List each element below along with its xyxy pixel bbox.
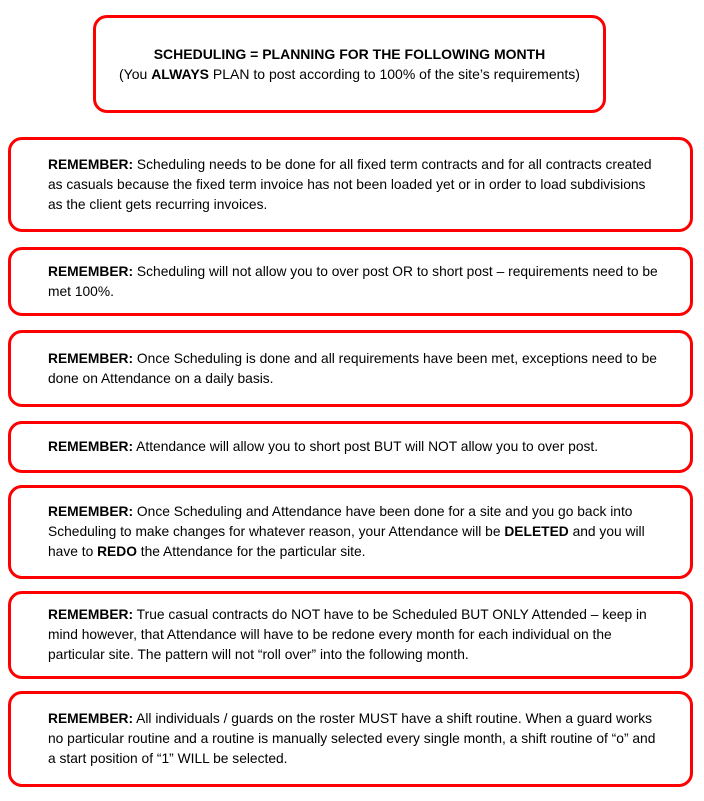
note-body: the Attendance for the particular site.	[136, 544, 366, 559]
note-body: and you will have to	[48, 524, 645, 559]
note-body: Once Scheduling is done and all requirements have been met, exceptions need to be done on Attendance on a daily basis.	[48, 350, 657, 386]
remember-note-3	[8, 330, 693, 407]
note-lead: REMEMBER:	[48, 711, 134, 726]
page-title: SCHEDULING = PLANNING FOR THE FOLLOWING MONTH	[153, 46, 546, 62]
remember-note-7	[8, 691, 693, 787]
note-text	[48, 709, 660, 769]
note-body: Scheduling will not allow you to over post OR to short post – requirements need to be met 100%.	[48, 263, 658, 299]
remember-note-4	[8, 421, 693, 473]
note-lead: REMEMBER:	[48, 350, 134, 366]
note-lead: REMEMBER:	[48, 439, 134, 454]
remember-note-6	[8, 591, 693, 679]
note-emphasis-deleted: DELETED	[504, 524, 569, 539]
note-body: Scheduling needs to be done for all fixed term contracts and for all contracts created as casuals because the fixed term invoice has not been loaded yet or in order to load subdivisions as the client gets recurring invoices.	[48, 156, 652, 212]
title-box	[93, 15, 606, 113]
note-emphasis-redo: REDO	[97, 544, 137, 559]
page-subtitle	[96, 64, 603, 84]
note-lead: REMEMBER:	[48, 156, 134, 172]
subtitle-emphasis: ALWAYS	[151, 66, 210, 82]
note-lead: REMEMBER:	[48, 504, 134, 519]
note-body: True casual contracts do NOT have to be Scheduled BUT ONLY Attended – keep in mind however, that Attendance will have to be redone every month for each individual on the particular site. The pattern will not “roll over” into the following month.	[48, 607, 647, 662]
note-lead: REMEMBER:	[48, 263, 134, 279]
note-text	[48, 437, 598, 457]
note-text	[48, 349, 660, 389]
note-body: Once Scheduling and Attendance have been done for a site and you go back into Scheduling to make changes for whatever reason, your Attendance will be	[48, 504, 633, 539]
note-text	[48, 262, 660, 302]
subtitle-suffix: PLAN to post according to 100% of the site’s requirements)	[209, 66, 580, 82]
subtitle-prefix: (You	[119, 66, 152, 82]
remember-note-2	[8, 247, 693, 316]
note-text	[48, 605, 660, 665]
remember-note-1	[8, 137, 693, 232]
note-text	[48, 155, 660, 215]
note-text	[48, 502, 660, 562]
note-body: Attendance will allow you to short post BUT will NOT allow you to over post.	[133, 439, 599, 454]
note-body: All individuals / guards on the roster MUST have a shift routine. When a guard works no particular routine and a routine is manually selected every single month, a shift routine of “o” and a start position of “1” WILL be selected.	[48, 711, 656, 766]
note-lead: REMEMBER:	[48, 607, 134, 622]
remember-note-5	[8, 485, 693, 579]
